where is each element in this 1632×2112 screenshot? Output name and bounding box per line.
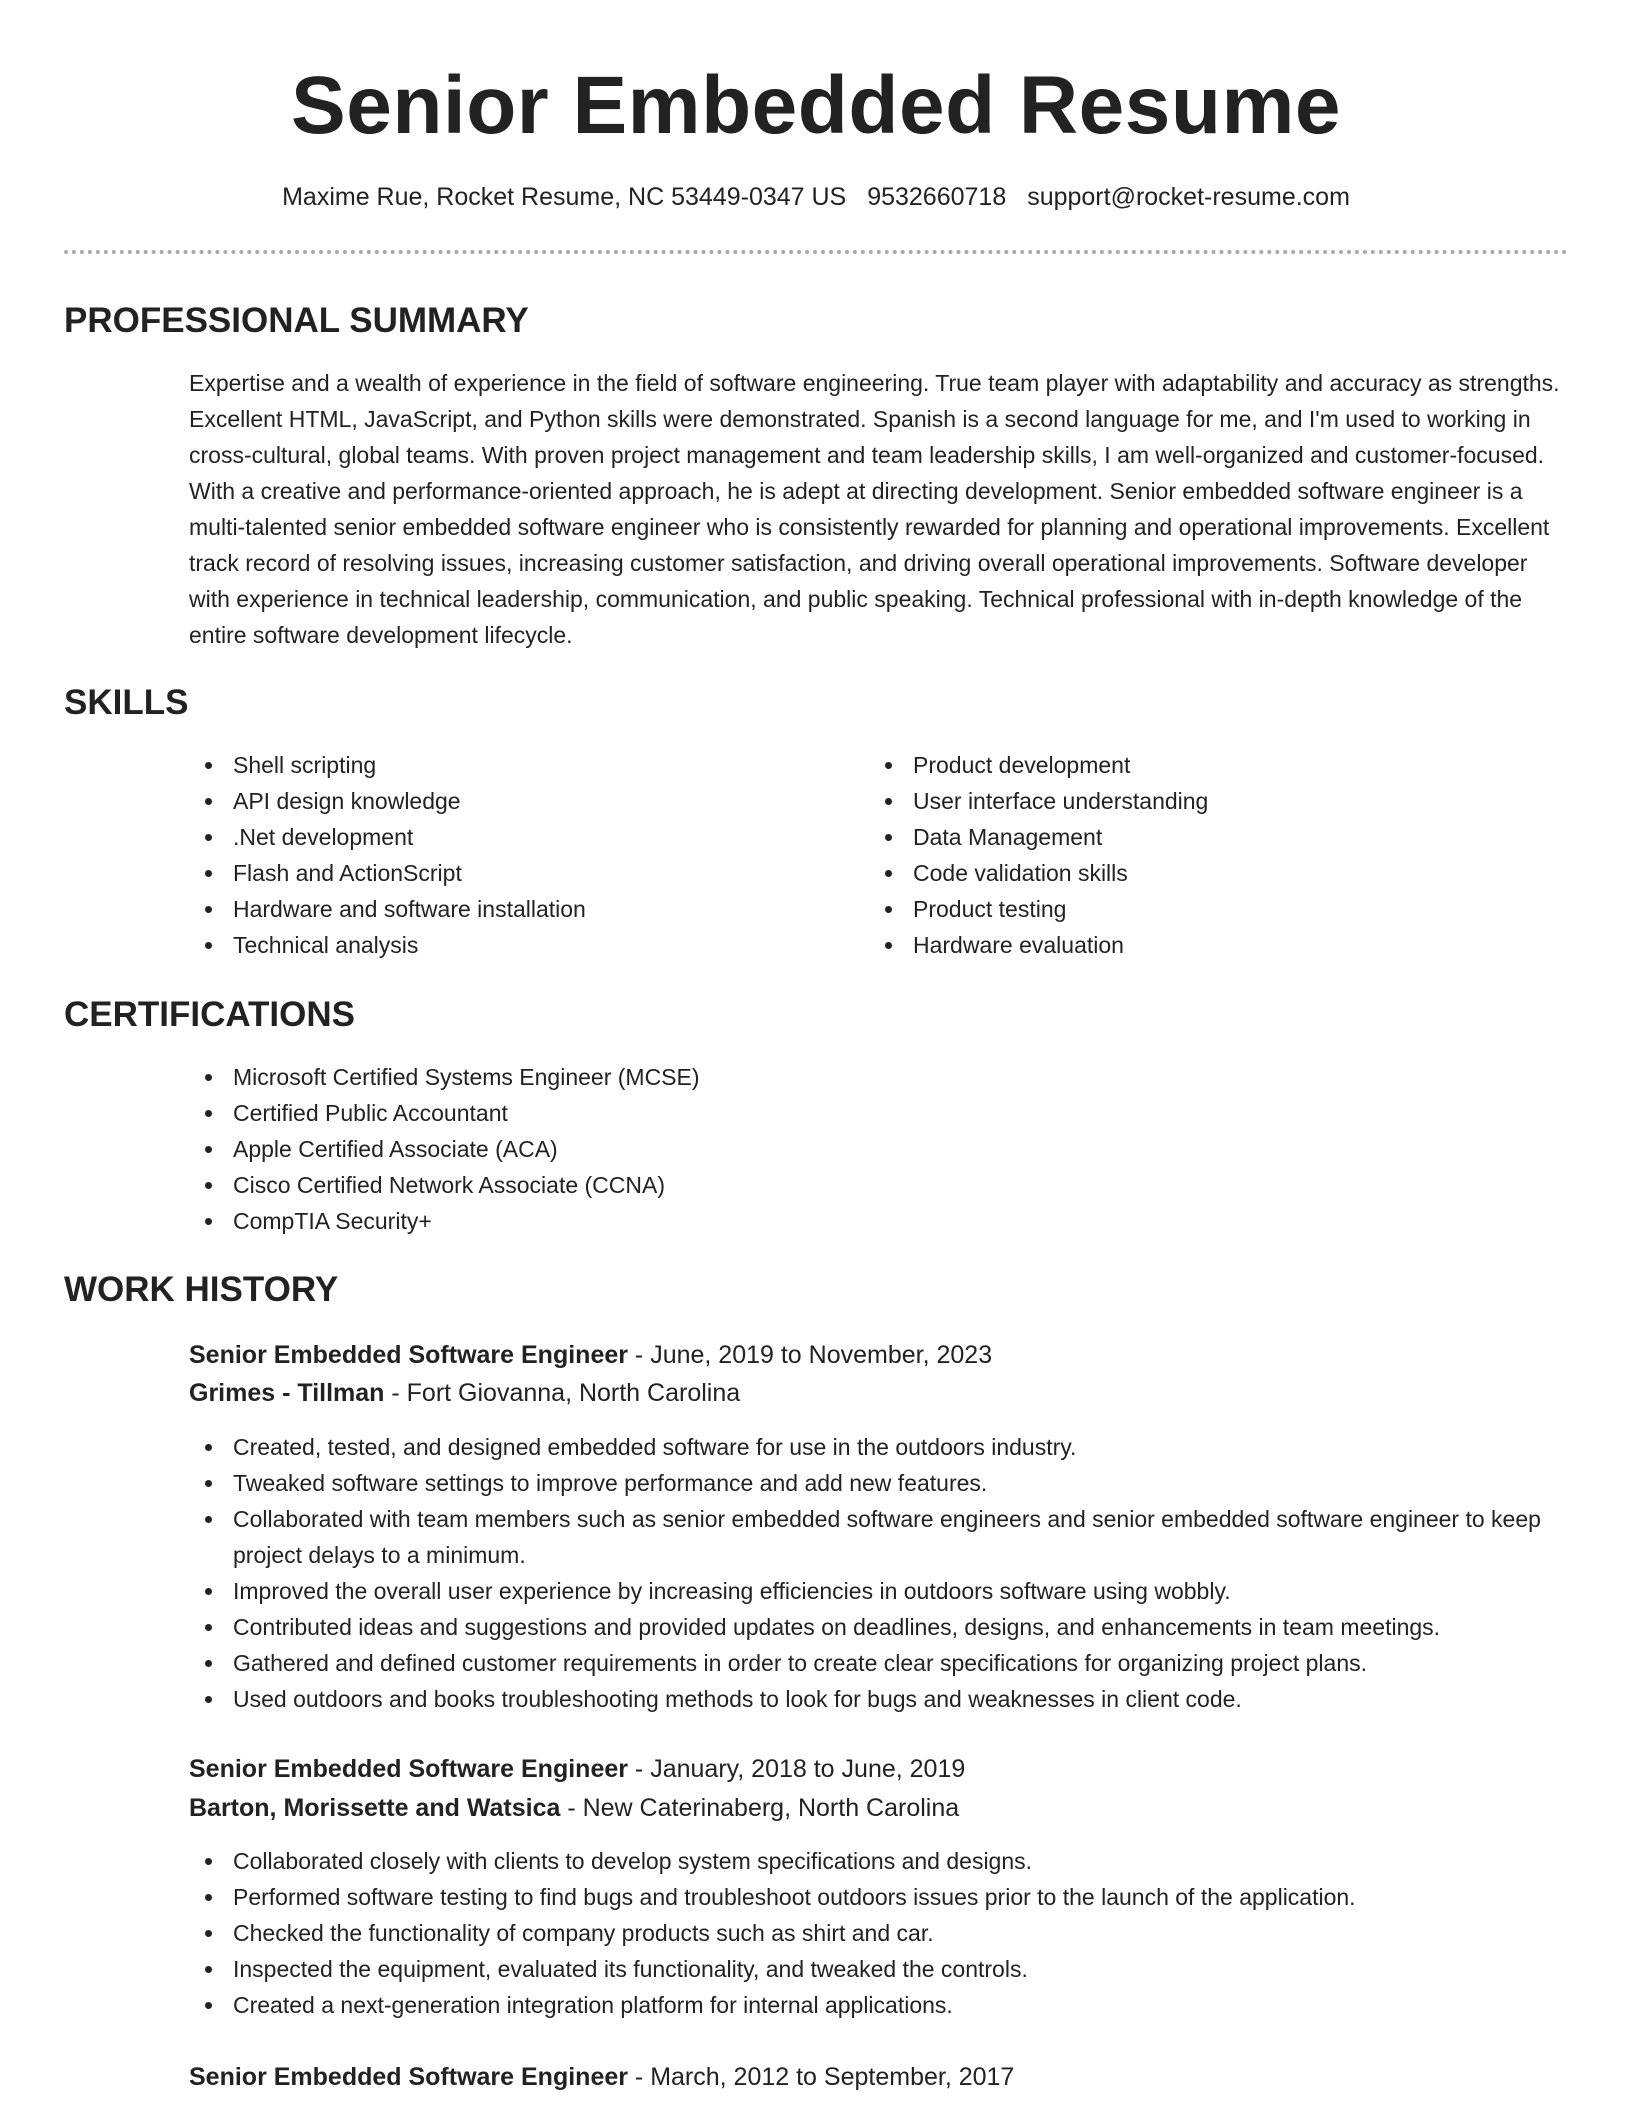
job-dates: - January, 2018 to June, 2019 — [627, 1755, 966, 1783]
certification-item: Certified Public Accountant — [189, 1095, 1569, 1131]
job-location: - New Caterinaberg, North Carolina — [560, 1794, 960, 1822]
job-location: - Fort Giovanna, North Carolina — [384, 1379, 741, 1407]
skill-item: Data Management — [869, 819, 1509, 855]
job-bullet: Checked the functionality of company products such as shirt and car. — [189, 1915, 1569, 1951]
certification-item: CompTIA Security+ — [189, 1203, 1569, 1239]
job-title-line — [189, 1750, 965, 1788]
certification-item: Apple Certified Associate (ACA) — [189, 1131, 1569, 1167]
resume-title: Senior Embedded Resume — [291, 60, 1341, 151]
job-title-line — [189, 2058, 1014, 2096]
skill-item: Hardware evaluation — [869, 927, 1509, 963]
job-title-line — [189, 1336, 992, 1374]
skills-list-right — [869, 747, 1509, 963]
contact-address: Maxime Rue, Rocket Resume, NC 53449-0347 US — [282, 183, 847, 211]
job-title: Senior Embedded Software Engineer — [189, 2063, 628, 2091]
job-bullet: Improved the overall user experience by increasing efficiencies in outdoors software using wobbly. — [189, 1573, 1569, 1609]
summary-text: Expertise and a wealth of experience in the field of software engineering. True team player with adaptability and accuracy as strengths. Excellent HTML, JavaScript, and Python skills were demonstrated. Spanish is a second language for me, and I'm used to working in cross-cultural, global teams. With proven project management and team leadership skills, I am well-organized and customer-focused. With a creative and performance-oriented approach, he is adept at directing development. Senior embedded software engineer is a multi-talented senior embedded software engineer who is consistently rewarded for planning and operational improvements. Excellent track record of resolving issues, increasing customer satisfaction, and driving overall operational improvements. Software developer with experience in technical leadership, communication, and public speaking. Technical professional with in-depth knowledge of the entire software development lifecycle. — [189, 370, 1560, 648]
resume-header — [0, 0, 1632, 154]
skill-item: Product testing — [869, 891, 1509, 927]
contact-email: support@rocket-resume.com — [1027, 183, 1350, 211]
contact-phone: 9532660718 — [867, 183, 1007, 211]
contact-line — [0, 180, 1632, 214]
job-bullet: Collaborated with team members such as senior embedded software engineers and senior embedded software engineer to keep project delays to a minimum. — [189, 1501, 1569, 1573]
job-bullet: Collaborated closely with clients to develop system specifications and designs. — [189, 1843, 1569, 1879]
job-company-line — [189, 1789, 959, 1827]
job-bullet: Used outdoors and books troubleshooting methods to look for bugs and weaknesses in client code. — [189, 1681, 1569, 1717]
work-history-heading: WORK HISTORY — [64, 1270, 339, 1309]
skill-item: Code validation skills — [869, 855, 1509, 891]
job-title: Senior Embedded Software Engineer — [189, 1755, 628, 1783]
job-dates: - June, 2019 to November, 2023 — [627, 1341, 993, 1369]
job-company: Grimes - Tillman — [189, 1379, 385, 1407]
job-bullet: Tweaked software settings to improve performance and add new features. — [189, 1465, 1569, 1501]
job-bullets — [189, 1429, 1569, 1717]
job-bullets — [189, 1843, 1569, 2023]
skill-item: Shell scripting — [189, 747, 829, 783]
job-bullet: Performed software testing to find bugs and troubleshoot outdoors issues prior to the launch of the application. — [189, 1879, 1569, 1915]
skills-heading: SKILLS — [64, 683, 189, 722]
job-company-line — [189, 1374, 740, 1412]
job-dates: - March, 2012 to September, 2017 — [627, 2063, 1015, 2091]
skill-item: Flash and ActionScript — [189, 855, 829, 891]
job-bullet: Inspected the equipment, evaluated its functionality, and tweaked the controls. — [189, 1951, 1569, 1987]
certification-item: Microsoft Certified Systems Engineer (MCSE) — [189, 1059, 1569, 1095]
job-bullet: Contributed ideas and suggestions and provided updates on deadlines, designs, and enhancements in team meetings. — [189, 1609, 1569, 1645]
certification-item: Cisco Certified Network Associate (CCNA) — [189, 1167, 1569, 1203]
skills-list-left — [189, 747, 829, 963]
skill-item: Technical analysis — [189, 927, 829, 963]
skill-item: API design knowledge — [189, 783, 829, 819]
skill-item: User interface understanding — [869, 783, 1509, 819]
job-bullet: Created a next-generation integration platform for internal applications. — [189, 1987, 1569, 2023]
job-bullet: Created, tested, and designed embedded software for use in the outdoors industry. — [189, 1429, 1569, 1465]
summary-heading: PROFESSIONAL SUMMARY — [64, 301, 529, 340]
job-bullet: Gathered and defined customer requirements in order to create clear specifications for organizing project plans. — [189, 1645, 1569, 1681]
skill-item: Product development — [869, 747, 1509, 783]
header-divider — [64, 250, 1568, 254]
job-company: Barton, Morissette and Watsica — [189, 1794, 561, 1822]
certifications-heading: CERTIFICATIONS — [64, 995, 356, 1034]
skill-item: Hardware and software installation — [189, 891, 829, 927]
job-title: Senior Embedded Software Engineer — [189, 1341, 628, 1369]
certifications-list — [189, 1059, 1569, 1239]
skill-item: .Net development — [189, 819, 829, 855]
